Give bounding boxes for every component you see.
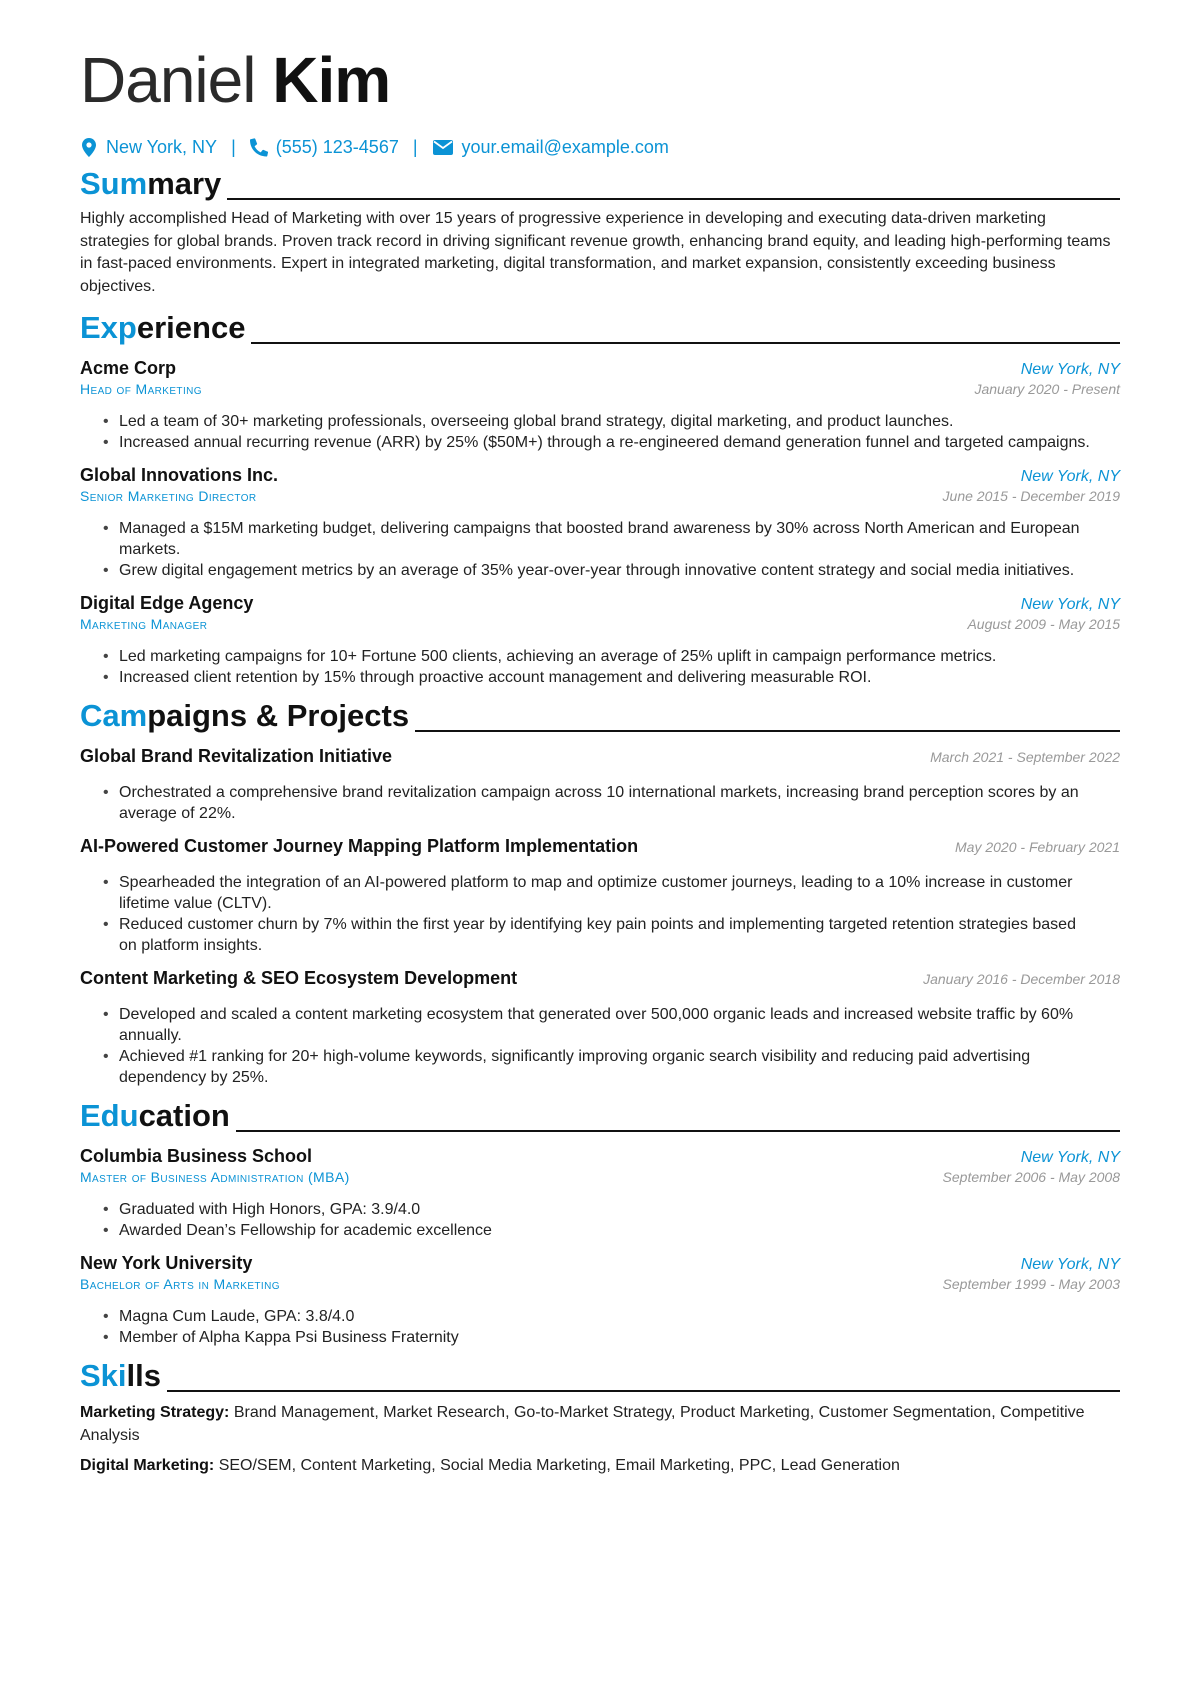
experience-entry xyxy=(80,463,1120,581)
section-rule xyxy=(167,1390,1120,1392)
bullet-list xyxy=(80,782,1120,824)
section-title-education: Edu cation xyxy=(80,1098,1120,1134)
school-location: New York, NY xyxy=(1020,1256,1120,1273)
bullet-item: • Increased client retention by 15% through proactive account management and delivering measurable ROI. xyxy=(103,667,1120,688)
company-name: Acme Corp xyxy=(80,358,177,378)
school-name: New York University xyxy=(80,1253,253,1273)
company-name: Digital Edge Agency xyxy=(80,593,254,613)
last-name: Kim xyxy=(272,44,391,116)
job-title: Head of Marketing xyxy=(80,381,202,397)
section-rule xyxy=(415,730,1120,732)
project-name: AI-Powered Customer Journey Mapping Platform Implementation xyxy=(80,836,639,856)
section-rule xyxy=(227,198,1120,200)
summary-text: Highly accomplished Head of Marketing with over 15 years of progressive experience in developing and executing data-driven marketing strategies for global brands. Proven track record in driving significant revenue growth, enhancing brand equity, and leading high-performing teams in fast-paced environments. Expert in integrated marketing, digital transformation, and market expansion, consistently exceeding business objectives. xyxy=(80,210,1111,295)
bullet-item: • Reduced customer churn by 7% within the first year by identifying key pain points and implementing targeted retention strategies based on platform insights. xyxy=(103,914,1120,956)
bullet-list xyxy=(80,1306,1120,1348)
section-rule xyxy=(251,342,1120,344)
bullet-list xyxy=(80,1199,1120,1241)
project-entry xyxy=(80,834,1120,956)
company-name: Global Innovations Inc. xyxy=(80,465,279,485)
bullet-item: • Magna Cum Laude, GPA: 3.8/4.0 xyxy=(103,1306,1120,1327)
skill-line xyxy=(80,1455,1120,1478)
project-entry xyxy=(80,966,1120,1088)
school-dates: September 2006 - May 2008 xyxy=(942,1169,1120,1185)
education-entry xyxy=(80,1144,1120,1241)
contact-phone[interactable] xyxy=(250,137,399,158)
project-dates: March 2021 - September 2022 xyxy=(930,749,1120,765)
job-dates: June 2015 - December 2019 xyxy=(942,488,1120,504)
section-title-skills: Ski lls xyxy=(80,1358,1120,1394)
contact-location xyxy=(80,137,217,158)
company-location: New York, NY xyxy=(1020,361,1120,378)
company-location: New York, NY xyxy=(1020,468,1120,485)
map-pin-icon xyxy=(80,137,98,157)
contact-separator: | xyxy=(231,136,236,157)
bullet-item: • Achieved #1 ranking for 20+ high-volume keywords, significantly improving organic search visibility and reducing paid advertising dependency by 25%. xyxy=(103,1046,1120,1088)
experience-entry xyxy=(80,356,1120,453)
location-text: New York, NY xyxy=(106,136,218,157)
bullet-list xyxy=(80,646,1120,688)
job-title: Senior Marketing Director xyxy=(80,488,257,504)
section-title-projects: Cam paigns & Projects xyxy=(80,698,1120,734)
school-name: Columbia Business School xyxy=(80,1146,313,1166)
experience-entry xyxy=(80,591,1120,688)
project-name: Content Marketing & SEO Ecosystem Development xyxy=(80,968,518,988)
bullet-item: • Led marketing campaigns for 10+ Fortune 500 clients, achieving an average of 25% uplift in campaign performance metrics. xyxy=(103,646,1120,667)
skill-items: SEO/SEM, Content Marketing, Social Media Marketing, Email Marketing, PPC, Lead Generation xyxy=(218,1457,900,1474)
bullet-list xyxy=(80,1004,1120,1088)
phone-icon xyxy=(250,137,268,157)
degree: Bachelor of Arts in Marketing xyxy=(80,1276,280,1292)
school-location: New York, NY xyxy=(1020,1149,1120,1166)
bullet-item: • Led a team of 30+ marketing professionals, overseeing global brand strategy, digital marketing, and product launches. xyxy=(103,411,1120,432)
bullet-list xyxy=(80,411,1120,453)
section-title-summary: Sum mary xyxy=(80,166,1120,202)
degree: Master of Business Administration (MBA) xyxy=(80,1169,350,1185)
first-name: Daniel xyxy=(80,44,256,116)
bullet-list xyxy=(80,872,1120,956)
resume-page xyxy=(80,40,1120,1478)
bullet-item: • Member of Alpha Kappa Psi Business Fraternity xyxy=(103,1327,1120,1348)
skill-category: Marketing Strategy: xyxy=(80,1404,230,1421)
project-entry xyxy=(80,744,1120,824)
company-location: New York, NY xyxy=(1020,596,1120,613)
project-dates: May 2020 - February 2021 xyxy=(955,839,1120,855)
bullet-item: • Grew digital engagement metrics by an average of 35% year-over-year through innovative content strategy and social media initiatives. xyxy=(103,560,1120,581)
skill-items: Brand Management, Market Research, Go-to-Market Strategy, Product Marketing, Customer Segmentation, Competitive Analysis xyxy=(80,1404,1085,1444)
phone-text: (555) 123-4567 xyxy=(275,136,399,157)
contact-email[interactable] xyxy=(432,137,669,158)
section-rule xyxy=(236,1130,1120,1132)
bullet-item: • Graduated with High Honors, GPA: 3.9/4.0 xyxy=(103,1199,1120,1220)
skill-category: Digital Marketing: xyxy=(80,1457,215,1474)
section-title-experience: Exp erience xyxy=(80,310,1120,346)
email-text: your.email@example.com xyxy=(461,136,669,157)
bullet-list xyxy=(80,518,1120,581)
contact-separator: | xyxy=(412,136,418,157)
contact-line xyxy=(80,132,1120,162)
project-name: Global Brand Revitalization Initiative xyxy=(80,746,393,766)
candidate-name xyxy=(80,40,1120,120)
bullet-item: • Developed and scaled a content marketing ecosystem that generated over 500,000 organic leads and increased website traffic by 60% annually. xyxy=(103,1004,1120,1046)
bullet-item: • Orchestrated a comprehensive brand revitalization campaign across 10 international markets, increasing brand perception scores by an average of 22%. xyxy=(103,782,1120,824)
skill-line xyxy=(80,1402,1120,1447)
bullet-item: • Managed a $15M marketing budget, delivering campaigns that boosted brand awareness by 30% across North American and European markets. xyxy=(103,518,1120,560)
bullet-item: • Increased annual recurring revenue (ARR) by 25% ($50M+) through a re-engineered demand generation funnel and targeted campaigns. xyxy=(103,432,1120,453)
envelope-icon xyxy=(432,137,454,157)
education-entry xyxy=(80,1251,1120,1348)
bullet-item: • Awarded Dean’s Fellowship for academic excellence xyxy=(103,1220,1120,1241)
job-title: Marketing Manager xyxy=(80,616,208,632)
project-dates: January 2016 - December 2018 xyxy=(923,971,1120,987)
job-dates: January 2020 - Present xyxy=(974,381,1120,397)
school-dates: September 1999 - May 2003 xyxy=(942,1276,1120,1292)
job-dates: August 2009 - May 2015 xyxy=(967,616,1120,632)
bullet-item: • Spearheaded the integration of an AI-powered platform to map and optimize customer journeys, leading to a 10% increase in customer lifetime value (CLTV). xyxy=(103,872,1120,914)
